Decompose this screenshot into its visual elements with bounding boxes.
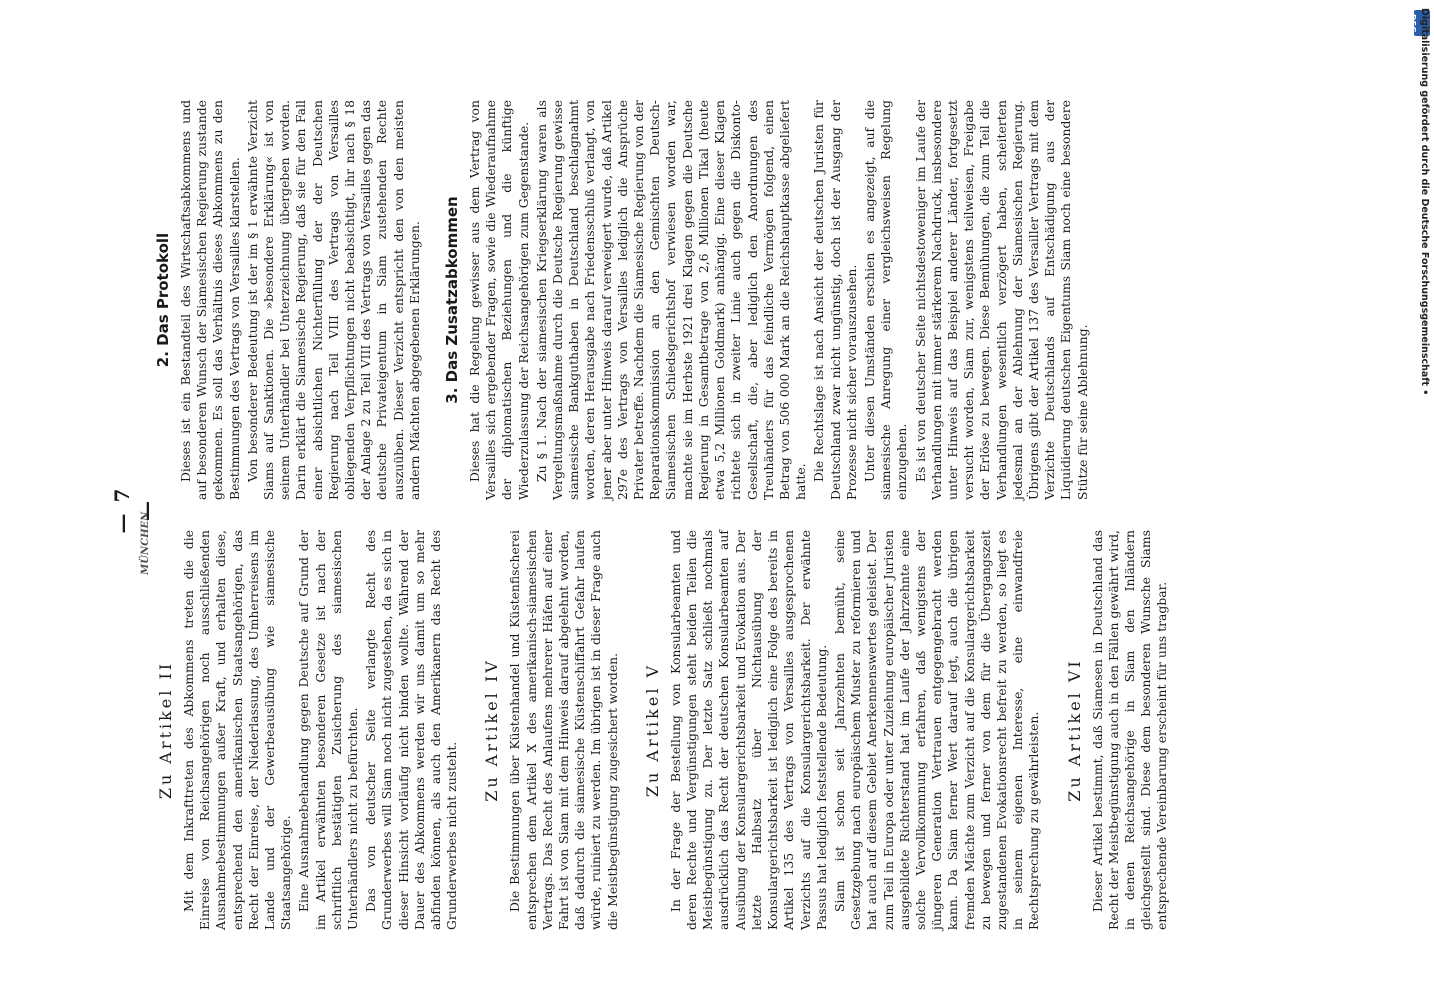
paragraph: Dieser Artikel bestimmt, daß Siamesen in Deutschland das Recht der Meistbegünstigung auch in den Fällen gewährt wird, in denen Reichsangehörige in Siam den Inländern gleichgestellt sind. Diese dem besonderen Wunsche Siams entsprechende Vereinbarung erscheint für uns tragbar. [1089, 530, 1170, 930]
paragraph: Mit dem Inkrafttreten des Abkommens treten die die Einreise von Reichsangehörigen noch ausschließenden Ausnahmebestimmungen außer Kraft, und erhalten diese, entsprechend den amerikanischen Staatsangehörigen, das Recht der Einreise, der Niederlassung, des Umherreisens im Lande und der Gewerbeausübung wie siamesische Staatsangehörige. [181, 530, 294, 930]
spacer [425, 100, 439, 500]
paragraph: Die Rechtslage ist nach Ansicht der deutschen Juristen für Deutschland zwar nicht ungünstig, doch ist der Ausgang der Prozesse nicht sicher vorauszusehen. [811, 100, 859, 500]
paragraph: Dieses ist ein Bestandteil des Wirtschaftsabkommens und auf besonderen Wunsch der Siamesischen Regierung zustande gekommen. Es soll das Verhältnis dieses Abkommens zu den Bestimmungen des Vertrags von Versailles klarstellen. [178, 100, 242, 500]
dfg-credit-text: Digitalisierung gefördert durch die Deutsche Forschungsgemeinschaft • [1419, 8, 1430, 396]
paragraph: Siam ist schon seit Jahrzehnten bemüht, seine Gesetzgebung nach europäischem Muster zu reformieren und hat auch auf diesem Gebiet Anerkennenswertes geleistet. Der zum Teil in Europa oder unter Zuziehung europäischer Juristen ausgebildete Richterstand hat im Laufe der Jahrzehnte eine solche Vervollkommnung erfahren, daß wenigstens der jüngeren Generation Vertrauen entgegengebracht werden kann. Da Siam ferner Wert darauf legt, auch die übrigen fremden Mächte zum Verzicht auf die Konsulargerichtsbarkeit zu bewegen und ferner von dem für die Übergangszeit zugestandenen Evokationsrecht befreit zu werden, so liegt es in seinem eigenen Interesse, eine einwandfreie Rechtsprechung zu gewährleisten. [831, 530, 1042, 930]
paragraph: Die Bestimmungen über Küstenhandel und Küstenfischerei entsprechen dem Artikel X des amerikanisch-siamesischen Vertrags. Das Recht des Anlaufens mehrerer Häfen auf einer Fahrt ist von Siam mit dem Hinweis darauf abgelehnt worden, daß dadurch die siamesische Küstenschiffahrt Gefahr laufen würde, ruiniert zu werden. Im übrigen ist in dieser Frage auch die Meistbegünstigung zugesichert worden. [507, 530, 620, 930]
article-heading: Zu Artikel II [156, 660, 175, 800]
paragraph: Unter diesen Umständen erschien es angezeigt, auf die siamesische Anregung einer vergleichsweisen Regelung einzugehen. [861, 100, 910, 500]
section-title-protokoll: 2. Das Protokoll [154, 232, 172, 368]
article-heading: Zu Artikel IV [482, 658, 502, 802]
paragraph: Eine Ausnahmebehandlung gegen Deutsche auf Grund der im Artikel erwähnten besonderen Gesetze ist nach der schriftlich bestätigten Zusicherung des siamesischen Unterhändlers nicht zu befürchten. [296, 530, 361, 930]
left-column [150, 530, 1173, 930]
rotated-text-block [110, 100, 1410, 930]
paragraph: Zu § 1. Nach der siamesischen Kriegserklärung waren als Vergeltungsmaßnahme durch die Deutsche Regierung gewisse siamesische Bankguthaben in Deutschland beschlagnahmt worden, deren Herausgabe nach Friedensschluß verlangt, von jener aber unter Hinweis darauf verweigert wurde, daß Artikel 297e des Vertrags von Versailles lediglich die Ansprüche Privater betreffe. Nachdem die Siamesische Regierung von der Reparationskommission an den Gemischten Deutsch-Siamesischen Schiedsgerichtshof verwiesen worden war, machte sie im Herbste 1921 drei Klagen gegen die Deutsche Regierung in Gesamtbetrage von 2,6 Millionen Tikal (heute etwa 5,2 Millionen Goldmark) anhängig. Eine dieser Klagen richtete sich in zweiter Linie auch gegen die Diskonto-Gesellschaft, die, aber lediglich den Anordnungen des Treuhänders für das feindliche Vermögen folgend, einen Betrag von 506 000 Mark an die Reichshauptkasse abgeliefert hatte. [533, 100, 809, 500]
spacer [1045, 530, 1059, 930]
right-column-body [178, 100, 1091, 500]
paragraph: Dieses hat die Regelung gewisser aus dem Vertrag von Versailles sich ergebender Fragen, sowie die Wiederaufnahme der diplomatischen Beziehungen und die künftige Wiederzulassung der Reichsangehörigen zum Gegenstande. [467, 100, 531, 500]
article-heading: Zu Artikel V [642, 662, 662, 798]
paragraph: Von besonderer Bedeutung ist der im § 1 erwähnte Verzicht Siams auf Sanktionen. Die »besondere Erklärung« ist von seinem Unterhändler bei Unterzeichnung übergeben worden. Darin erklärt die Siamesische Regierung, daß sie für den Fall einer absichtlichen Nichterfüllung der der Deutschen Regierung nach Teil VIII des Vertrags von Versailles obliegenden Verpflichtungen nicht beabsichtigt, ihr nach § 18 der Anlage 2 zu Teil VIII des Vertrags von Versailles gegen das deutsche Privateigentum in Siam zustehenden Rechte auszuüben. Dieser Verzicht entspricht den von den meisten andern Mächten abgegebenen Erklärungen. [244, 100, 422, 500]
spacer [623, 530, 637, 930]
right-column [150, 100, 1093, 500]
spacer [462, 530, 476, 930]
library-stamp: MÜNCHEN [140, 510, 151, 576]
page-number: — 7 — [110, 486, 158, 534]
paragraph: Das von deutscher Seite verlangte Recht des Grunderwerbes will Siam noch nicht zugestehen, da es sich in dieser Hinsicht vorläufig nicht binden wollte. Während der Dauer des Abkommens werden wir uns damit um so mehr abfinden können, als auch den Amerikanern das Recht des Grunderwerbes nicht zusteht. [363, 530, 460, 930]
article-heading: Zu Artikel VI [1064, 658, 1084, 802]
paragraph: Es ist von deutscher Seite nichtsdestoweniger im Laufe der Verhandlungen mit immer stärkerem Nachdruck, insbesondere unter Hinweis auf das Beispiel anderer Länder, fortgesetzt versucht worden, Siam zur, wenigstens teilweisen, Freigabe der Erlöse zu bewegen. Diese Bemühungen, die zum Teil die Verhandlungen wesentlich verzögert haben, scheiterten jedesmal an der Ablehnung der Siamesischen Regierung. Übrigens gibt der Artikel 137 des Versailler Vertrags mit dem Verzichte Deutschlands auf Entschädigung aus der Liquidierung deutschen Eigentums Siam noch eine besondere Stütze für seine Ablehnung. [912, 100, 1090, 500]
section-title: 3. Das Zusatzabkommen [443, 196, 462, 404]
dfg-logo-text: DFG [1408, 14, 1417, 33]
dfg-sidebar [1408, 4, 1432, 994]
paragraph: In der Frage der Bestellung von Konsularbeamten und deren Rechte und Vergünstigungen steht beiden Teilen die Meistbegünstigung zu. Der letzte Satz schließt nochmals ausdrücklich das Recht der deutschen Konsularbeamten auf Ausübung der Konsulargerichtsbarkeit und Evokation aus. Der letzte Halbsatz über Nichtausübung der Konsulargerichtsbarkeit ist lediglich eine Folge des bereits in Artikel 135 des Vertrags von Versailles ausgesprochenen Verzichts auf die Konsulargerichtsbarkeit. Der erwähnte Passus hat lediglich feststellende Bedeutung. [667, 530, 829, 930]
